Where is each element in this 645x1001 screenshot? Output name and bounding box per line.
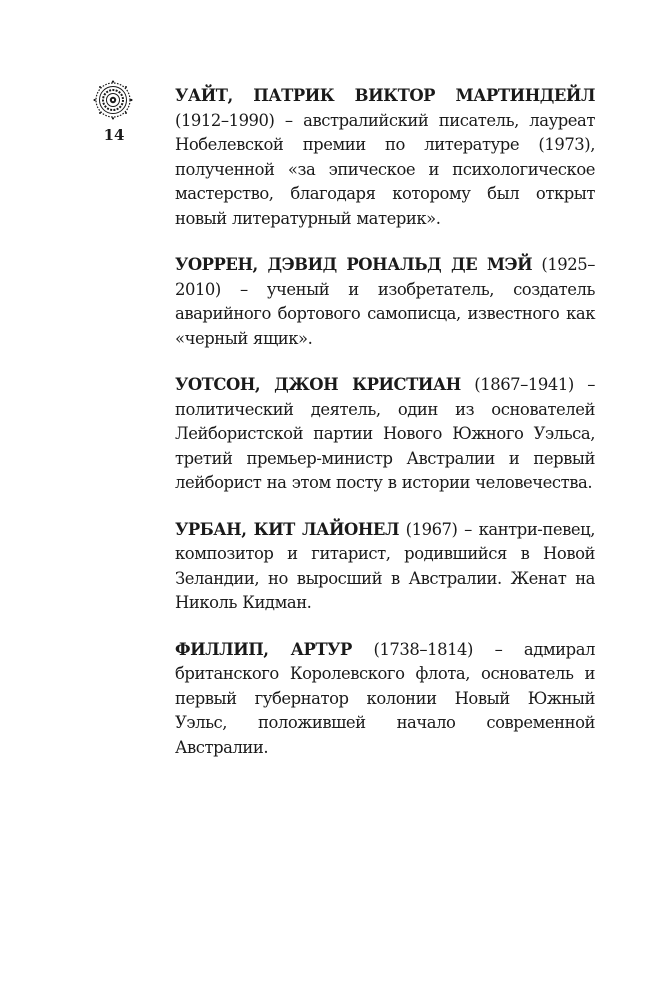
entry-name: УОТСОН, ДЖОН КРИСТИАН xyxy=(175,375,461,394)
page-number: 14 xyxy=(103,126,125,144)
entry-watson xyxy=(175,373,595,496)
entry-text: (1967) – кантри-певец, композитор и гитарист, родившийся в Новой Зеландии, но выросший в Австралии. Женат на Николь Кидман. xyxy=(175,519,595,612)
entry-name: УРБАН, КИТ ЛАЙОНЕЛ xyxy=(175,519,399,539)
glossary-entries xyxy=(175,84,595,782)
entry-name: УАЙТ, ПАТРИК ВИКТОР МАРТИНДЕЙЛ xyxy=(175,86,595,105)
entry-phillip xyxy=(175,638,595,761)
entry-text: (1925–2010) – ученый и изобретатель, создатель аварийного бортового самописца, известного как «черный ящик». xyxy=(175,255,595,348)
entry-urban xyxy=(175,518,595,616)
entry-name: ФИЛЛИП, АРТУР xyxy=(175,639,352,659)
entry-text: (1867–1941) – политический деятель, один из основателей Лейбористской партии Нового Южного Уэльса, третий премьер-министр Австралии и первый лейборист на этом посту в истории человечества. xyxy=(175,375,595,492)
entry-text: (1912–1990) – австралийский писатель, лауреат Нобелевской премии по литературе (1973), полученной «за эпическое и психологическое мастерство, благодаря которому был открыт новый литературный материк». xyxy=(175,110,595,228)
entry-warren xyxy=(175,253,595,351)
mandala-ornament-icon xyxy=(93,80,133,120)
entry-name: УОРРЕН, ДЭВИД РОНАЛЬД ДЕ МЭЙ xyxy=(175,255,533,274)
entry-text: (1738–1814) – адмирал британского Королевского флота, основатель и первый губернатор колонии Новый Южный Уэльс, положившей начало современной Австралии. xyxy=(175,639,595,757)
entry-white xyxy=(175,84,595,231)
